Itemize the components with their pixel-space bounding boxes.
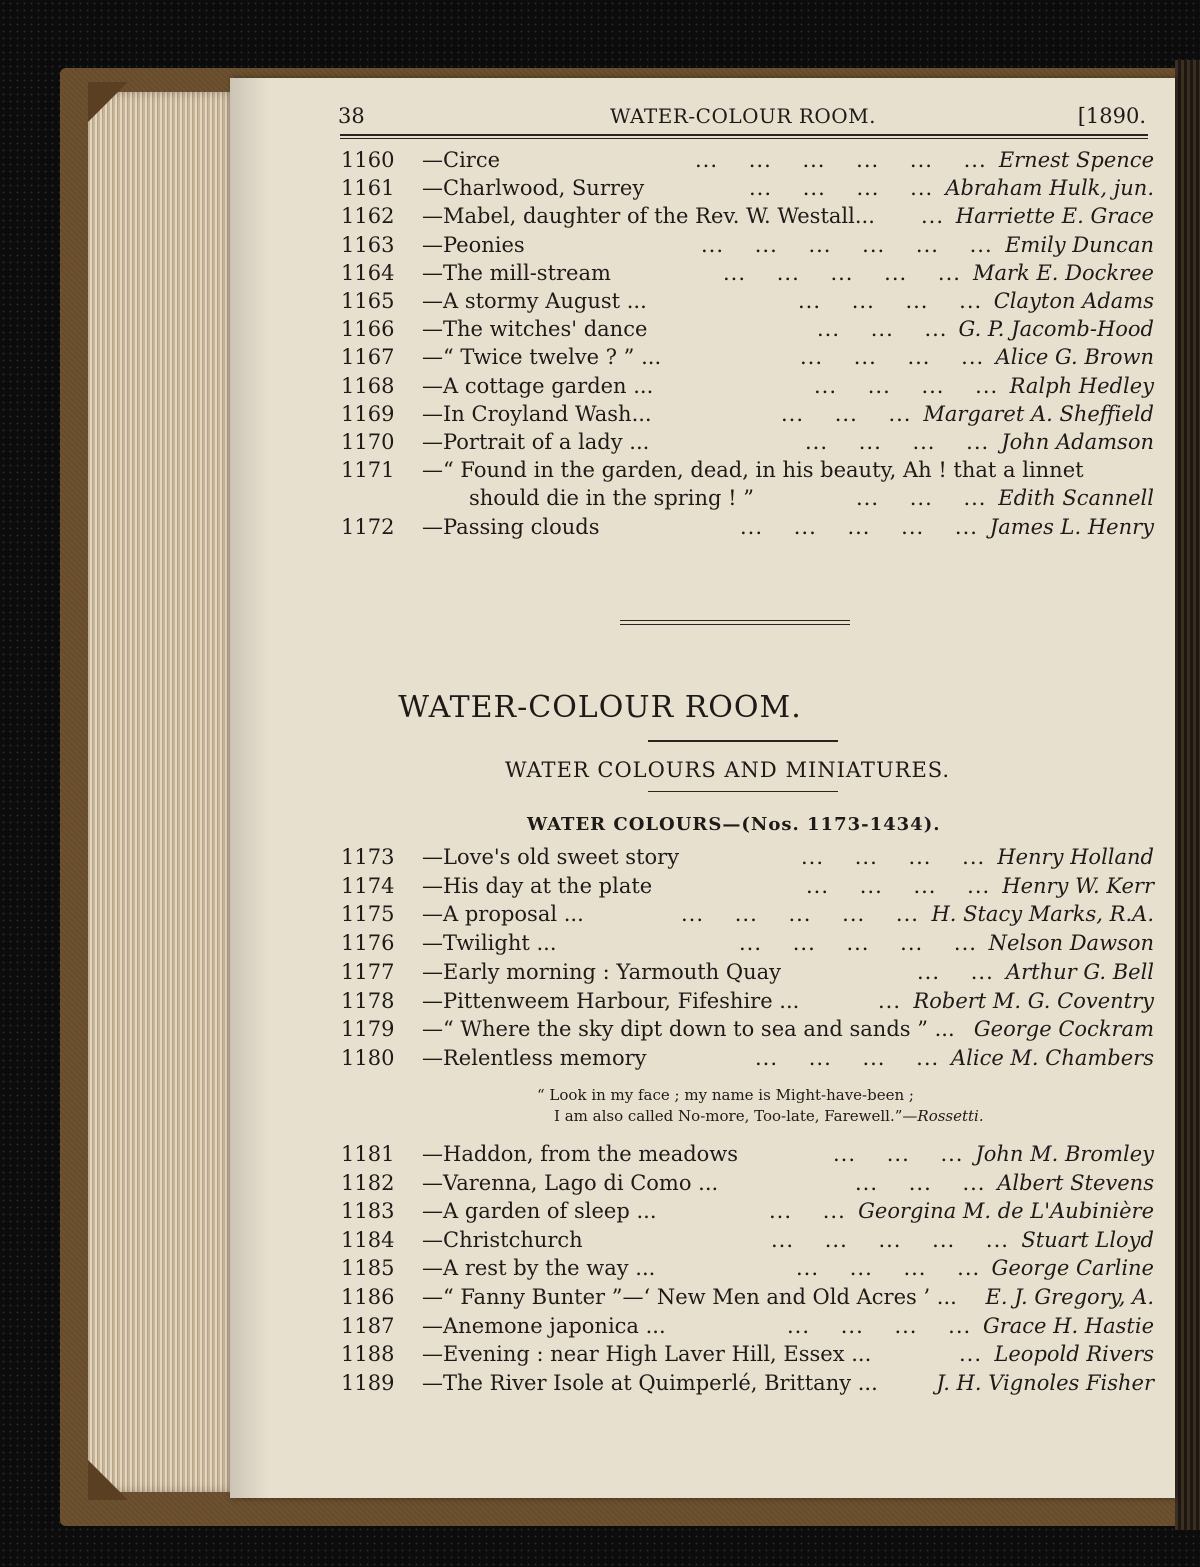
entry-number: 1161 [341, 176, 395, 201]
leader-dots: ... ... [917, 959, 994, 984]
header-rule [340, 138, 1148, 139]
page-header [338, 104, 1146, 134]
catalogue-entry [341, 1285, 1154, 1313]
year-label: [1890. [1077, 104, 1146, 128]
entry-number: 1178 [341, 988, 395, 1013]
entry-number: 1188 [341, 1342, 395, 1367]
entry-title: —Peonies [422, 232, 525, 257]
quote-line: “ Look in my face ; my name is Might-have-been ; [537, 1086, 914, 1104]
cover-corner [88, 82, 128, 122]
catalogue-entry [341, 1046, 1154, 1074]
entry-artist: Nelson Dawson [988, 931, 1154, 956]
entry-artist: Margaret A. Sheffield [923, 401, 1154, 426]
entry-title: —Mabel, daughter of the Rev. W. Westall... [422, 204, 875, 229]
entry-artist: Alice M. Chambers [950, 1045, 1154, 1070]
leader-dots: ... ... ... [855, 1170, 986, 1195]
cover-corner [88, 1460, 128, 1500]
entry-number: 1173 [341, 845, 395, 869]
entry-artist: Henry W. Kerr [1002, 873, 1154, 898]
entry-artist: H. Stacy Marks, R.A. [931, 902, 1154, 927]
catalogue-entry [341, 458, 1154, 486]
leader-dots: ... [878, 988, 902, 1013]
entry-title: —The River Isole at Quimperlé, Brittany ... [422, 1370, 878, 1395]
entry-title: —Charlwood, Surrey [422, 176, 645, 201]
subsection-rule [648, 791, 838, 792]
page-edges [88, 92, 238, 1492]
entry-number: 1170 [341, 430, 395, 454]
entry-title: should die in the spring ! ” [469, 486, 755, 511]
catalogue-entry [341, 515, 1154, 543]
catalogue-entry [341, 204, 1154, 232]
page-number: 38 [338, 104, 365, 128]
catalogue-entry [341, 345, 1154, 373]
entry-artist: Arthur G. Bell [1005, 959, 1154, 984]
entry-title: —Anemone japonica ... [422, 1313, 666, 1338]
entry-title: —His day at the plate [422, 873, 653, 898]
entry-number: 1185 [341, 1256, 395, 1281]
catalogue-entry [341, 1371, 1154, 1399]
entry-artist: Harriette E. Grace [955, 204, 1154, 229]
section-rule [648, 740, 838, 742]
leader-dots: ... ... ... ... [798, 289, 983, 313]
leader-dots: ... ... ... ... ... [771, 1227, 1009, 1252]
entry-title: —Love's old sweet story [422, 845, 680, 869]
entry-artist: E. J. Gregory, A. [985, 1285, 1154, 1309]
entry-title: —Varenna, Lago di Como ... [422, 1170, 719, 1195]
entry-title: —A rest by the way ... [422, 1256, 656, 1281]
header-rule [340, 134, 1148, 136]
entry-title: —A garden of sleep ... [422, 1199, 657, 1224]
entry-artist: Emily Duncan [1005, 232, 1154, 257]
entry-number: 1187 [341, 1313, 395, 1338]
entry-artist: George Carline [991, 1256, 1154, 1281]
leader-dots: ... ... ... ... [749, 176, 934, 201]
entry-artist: John M. Bromley [975, 1142, 1154, 1166]
catalogue-entry [341, 845, 1154, 873]
entry-number: 1179 [341, 1017, 395, 1042]
entry-number: 1164 [341, 260, 395, 285]
entry-number: 1175 [341, 902, 395, 927]
leader-dots: ... [921, 204, 945, 229]
catalogue-entry [341, 1228, 1154, 1256]
leader-dots: ... ... ... ... [755, 1045, 940, 1070]
leader-dots: ... ... ... ... ... [681, 902, 919, 927]
entry-artist: James L. Henry [989, 514, 1154, 539]
entry-title: —Portrait of a lady ... [422, 430, 650, 454]
section-title: WATER-COLOUR ROOM. [398, 690, 802, 725]
entry-number: 1174 [341, 873, 395, 898]
entry-artist: Henry Holland [997, 845, 1154, 869]
entry-number: 1181 [341, 1142, 395, 1166]
leader-dots: ... ... ... ... [800, 345, 985, 370]
quote-author: Rossetti. [917, 1107, 984, 1125]
leader-dots: ... ... ... ... ... [740, 514, 978, 539]
entry-artist: Ernest Spence [998, 148, 1154, 172]
leader-dots: ... ... ... ... ... ... [695, 148, 987, 172]
entry-title: —Haddon, from the meadows [422, 1142, 739, 1166]
entry-artist: J. H. Vignoles Fisher [936, 1370, 1154, 1395]
leader-dots: ... ... ... ... [787, 1313, 972, 1338]
entry-artist: Stuart Lloyd [1021, 1227, 1154, 1252]
entry-artist: Abraham Hulk, jun. [945, 176, 1154, 201]
leader-dots: ... ... ... ... ... ... [701, 232, 993, 257]
catalogue-entry [341, 176, 1154, 204]
book-spine-strip [1175, 60, 1200, 1530]
catalogue-entry [341, 1342, 1154, 1370]
catalogue-entry [341, 931, 1154, 959]
catalogue-entry [341, 374, 1154, 402]
section-divider [620, 624, 850, 625]
leader-dots: ... [959, 1342, 983, 1367]
entry-artist: Robert M. G. Coventry [913, 988, 1154, 1013]
entry-title: —Twilight ... [422, 931, 557, 956]
entry-number: 1166 [341, 317, 395, 342]
entry-title: —Christchurch [422, 1227, 583, 1252]
entry-artist: Clayton Adams [993, 289, 1154, 313]
catalogue-entry [341, 902, 1154, 930]
entry-number: 1189 [341, 1370, 395, 1395]
entry-artist: Edith Scannell [998, 486, 1154, 511]
entry-artist: John Adamson [1001, 430, 1154, 454]
quote-line [554, 1107, 984, 1125]
leader-dots: ... ... ... ... [805, 430, 990, 454]
entry-title: —A proposal ... [422, 902, 584, 927]
entry-number: 1162 [341, 204, 395, 229]
entry-number: 1160 [341, 148, 395, 172]
catalogue-entry [341, 317, 1154, 345]
entry-title: —“ Found in the garden, dead, in his beauty, Ah ! that a linnet [422, 458, 1084, 483]
entry-artist: G. P. Jacomb-Hood [958, 317, 1154, 342]
catalogue-entry [341, 233, 1154, 261]
entry-title: —Pittenweem Harbour, Fifeshire ... [422, 988, 800, 1013]
leader-dots: ... ... ... ... [801, 845, 986, 869]
running-title: WATER-COLOUR ROOM. [610, 104, 877, 128]
entry-title: —Early morning : Yarmouth Quay [422, 959, 782, 984]
entry-number: 1186 [341, 1285, 395, 1309]
entry-number: 1182 [341, 1170, 395, 1195]
leader-dots: ... ... ... ... [806, 873, 991, 898]
leader-dots: ... ... ... [833, 1142, 964, 1166]
entry-number: 1177 [341, 959, 395, 984]
entry-artist: Leopold Rivers [994, 1342, 1154, 1367]
catalogue-entry [341, 486, 1154, 514]
entry-title: —“ Fanny Bunter ”—‘ New Men and Old Acres ’ ... [422, 1285, 957, 1309]
catalogue-entry [341, 402, 1154, 430]
entry-title: —“ Where the sky dipt down to sea and sands ” ... [422, 1017, 955, 1042]
catalogue-entry [341, 148, 1154, 176]
entry-artist: Albert Stevens [997, 1170, 1154, 1195]
entry-artist: Georgina M. de L'Aubinière [858, 1199, 1154, 1224]
entry-number: 1184 [341, 1227, 395, 1252]
leader-dots: ... ... ... [781, 401, 912, 426]
catalogue-entry [341, 1017, 1154, 1045]
entry-number: 1167 [341, 345, 395, 370]
entry-number: 1171 [341, 458, 395, 483]
catalogue-entry [341, 1314, 1154, 1342]
entry-number: 1176 [341, 931, 395, 956]
catalogue-entry [341, 874, 1154, 902]
entry-number: 1169 [341, 401, 395, 426]
leader-dots: ... ... ... ... [814, 373, 999, 398]
leader-dots: ... ... ... ... ... [723, 260, 961, 285]
entry-title: —The witches' dance [422, 317, 648, 342]
catalogue-entry [341, 1171, 1154, 1199]
catalogue-entry [341, 960, 1154, 988]
entry-number: 1165 [341, 289, 395, 313]
entry-number: 1183 [341, 1199, 395, 1224]
quote-text: I am also called No-more, Too-late, Farewell.”— [554, 1107, 918, 1125]
category-heading: WATER COLOURS—(Nos. 1173-1434). [527, 814, 941, 835]
entry-title: —The mill-stream [422, 260, 611, 285]
catalogue-entry [341, 989, 1154, 1017]
entry-title: —A stormy August ... [422, 289, 647, 313]
leader-dots: ... ... ... ... [796, 1256, 981, 1281]
leader-dots: ... ... ... ... ... [739, 931, 977, 956]
catalogue-entry [341, 261, 1154, 289]
catalogue-entry [341, 430, 1154, 458]
catalogue-entry [341, 1142, 1154, 1170]
entry-title: —Evening : near High Laver Hill, Essex ... [422, 1342, 872, 1367]
entry-number: 1180 [341, 1045, 395, 1070]
leader-dots: ... ... ... [817, 317, 948, 342]
entry-artist: Alice G. Brown [995, 345, 1154, 370]
catalogue-entry [341, 1256, 1154, 1284]
entry-artist: Mark E. Dockree [972, 260, 1154, 285]
catalogue-entry [341, 289, 1154, 317]
entry-title: —Circe [422, 148, 501, 172]
section-divider [620, 620, 850, 621]
entry-title: —Passing clouds [422, 514, 600, 539]
catalogue-entry [341, 1199, 1154, 1227]
subsection-title: WATER COLOURS AND MINIATURES. [505, 758, 951, 782]
entry-title: —A cottage garden ... [422, 373, 654, 398]
entry-artist: Ralph Hedley [1009, 373, 1154, 398]
leader-dots: ... ... [769, 1199, 846, 1224]
leader-dots: ... ... ... [856, 486, 987, 511]
entry-title: —In Croyland Wash... [422, 401, 652, 426]
entry-number: 1172 [341, 514, 395, 539]
entry-number: 1163 [341, 232, 395, 257]
entry-artist: George Cockram [973, 1017, 1154, 1042]
entry-title: —Relentless memory [422, 1045, 647, 1070]
entry-artist: Grace H. Hastie [982, 1313, 1154, 1338]
entry-number: 1168 [341, 373, 395, 398]
entry-title: —“ Twice twelve ? ” ... [422, 345, 662, 370]
